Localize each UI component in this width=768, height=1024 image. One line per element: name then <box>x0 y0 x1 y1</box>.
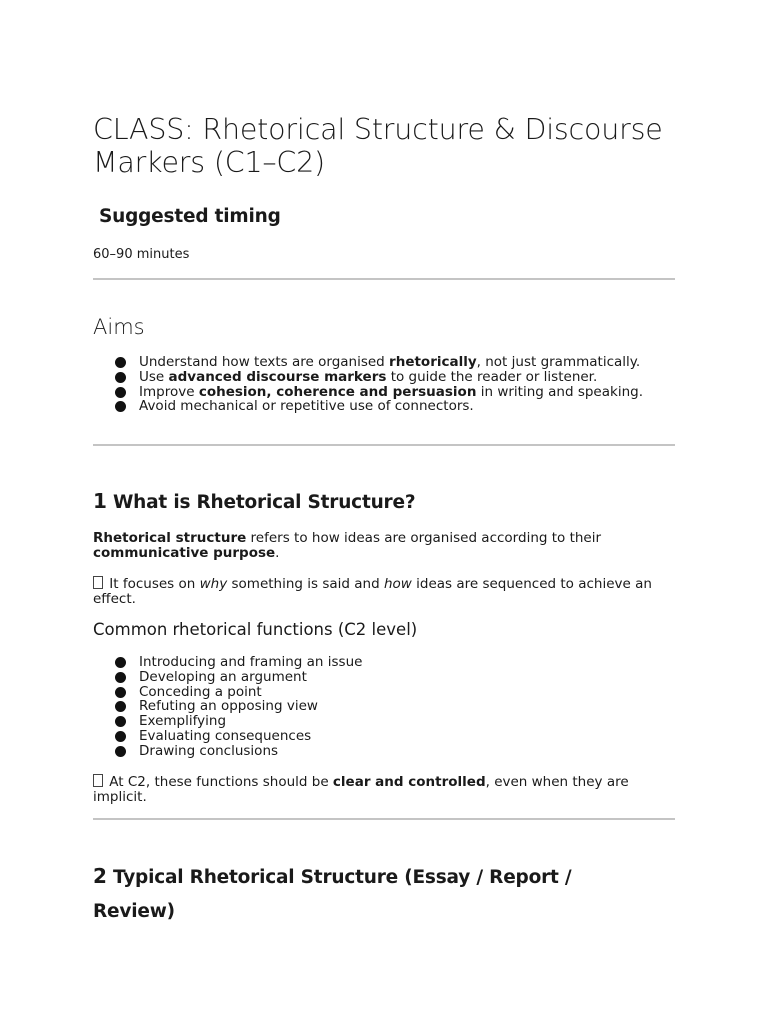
bullet-icon <box>115 372 126 383</box>
list-item: Exemplifying <box>115 714 675 729</box>
missing-glyph-icon <box>93 774 103 787</box>
aims-list <box>115 355 675 414</box>
bullet-icon <box>115 701 126 712</box>
list-item: Evaluating consequences <box>115 729 675 744</box>
note-paragraph: At C2, these functions should be clear and controlled, even when they are implicit. <box>93 774 629 805</box>
list-item: Improve cohesion, coherence and persuasion in writing and speaking. <box>115 385 675 400</box>
focus-paragraph: It focuses on why something is said and how ideas are sequenced to achieve an effect. <box>93 576 652 607</box>
list-item: Avoid mechanical or repetitive use of connectors. <box>115 399 675 414</box>
list-item: Developing an argument <box>115 670 675 685</box>
page-title: CLASS: Rhetorical Structure & Discourse Markers (C1–C2) <box>93 113 663 179</box>
missing-glyph-icon <box>93 576 103 589</box>
list-item: Understand how texts are organised rhetorically, not just grammatically. <box>115 355 675 370</box>
list-item: Use advanced discourse markers to guide the reader or listener. <box>115 370 675 385</box>
bullet-icon <box>115 357 126 368</box>
list-item: Refuting an opposing view <box>115 699 675 714</box>
bullet-icon <box>115 672 126 683</box>
timing-value: 60–90 minutes <box>93 247 190 262</box>
functions-list <box>115 655 675 759</box>
definition-paragraph: Rhetorical structure refers to how ideas are organised according to their communicative purpose. <box>93 530 602 561</box>
bullet-icon <box>115 716 126 727</box>
bullet-icon <box>115 731 126 742</box>
divider <box>93 278 675 280</box>
divider <box>93 444 675 446</box>
bullet-icon <box>115 387 126 398</box>
bullet-icon <box>115 401 126 412</box>
divider <box>93 818 675 820</box>
functions-heading: Common rhetorical functions (C2 level) <box>93 620 418 639</box>
aims-heading: Aims <box>93 315 145 339</box>
section-2-heading: 2 Typical Rhetorical Structure (Essay / Report / Review) <box>93 864 572 922</box>
list-item: Introducing and framing an issue <box>115 655 675 670</box>
timing-heading: Suggested timing <box>99 206 281 227</box>
section-1-heading: 1 What is Rhetorical Structure? <box>93 489 416 513</box>
list-item: Drawing conclusions <box>115 744 675 759</box>
bullet-icon <box>115 657 126 668</box>
list-item: Conceding a point <box>115 685 675 700</box>
bullet-icon <box>115 746 126 757</box>
bullet-icon <box>115 687 126 698</box>
